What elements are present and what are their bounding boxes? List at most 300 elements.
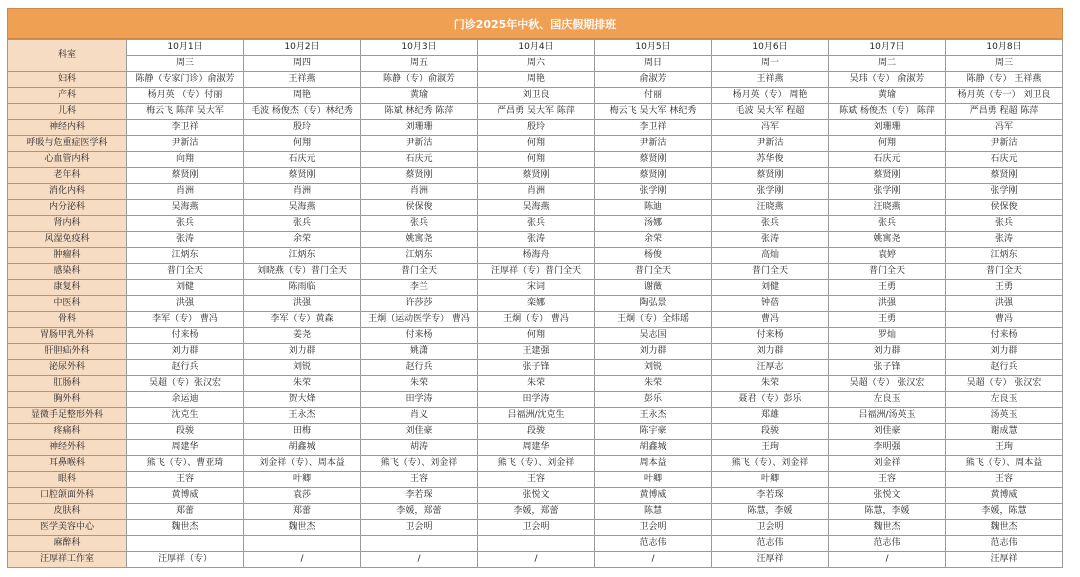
- doctor-cell: 赵行兵: [946, 360, 1063, 376]
- doctor-cell: 侯保俊: [361, 200, 478, 216]
- doctor-cell: 肖洲: [244, 184, 361, 200]
- doctor-cell: 殷玲: [244, 120, 361, 136]
- weekday-header: 周一: [712, 56, 829, 72]
- doctor-cell: 卫会明: [361, 520, 478, 536]
- date-header: 10月3日: [361, 40, 478, 56]
- doctor-cell: 刘力群: [946, 344, 1063, 360]
- doctor-cell: 毛波 杨俊杰（专）林纪秀: [244, 104, 361, 120]
- doctor-cell: 刘佳豪: [361, 424, 478, 440]
- doctor-cell: 范志伟: [829, 536, 946, 552]
- date-row: [8, 40, 1063, 56]
- doctor-cell: 何翔: [829, 136, 946, 152]
- doctor-cell: 殷玲: [478, 120, 595, 136]
- doctor-cell: 冯军: [712, 120, 829, 136]
- doctor-cell: 刘晓燕（专）普门全天: [244, 264, 361, 280]
- doctor-cell: 陈慧，李媛: [712, 504, 829, 520]
- doctor-cell: 王祥燕: [244, 72, 361, 88]
- doctor-cell: 李卫祥: [595, 120, 712, 136]
- doctor-cell: 普门全天: [946, 264, 1063, 280]
- weekday-header: 周四: [244, 56, 361, 72]
- doctor-cell: 王勇: [946, 280, 1063, 296]
- doctor-cell: 王容: [127, 472, 244, 488]
- doctor-cell: 普门全天: [712, 264, 829, 280]
- doctor-cell: 周建华: [478, 440, 595, 456]
- doctor-cell: /: [829, 552, 946, 568]
- doctor-cell: 范志伟: [595, 536, 712, 552]
- doctor-cell: 吴海燕: [127, 200, 244, 216]
- weekday-header: 周六: [478, 56, 595, 72]
- doctor-cell: 陈静（专家门诊）俞淑芳: [127, 72, 244, 88]
- doctor-cell: 肖洲: [127, 184, 244, 200]
- doctor-cell: 蔡贤刚: [946, 168, 1063, 184]
- department-cell: 肛肠科: [8, 376, 127, 392]
- doctor-cell: 付来杨: [127, 328, 244, 344]
- doctor-cell: 陈慧: [595, 504, 712, 520]
- doctor-cell: 张子锋: [478, 360, 595, 376]
- schedule-row: [8, 232, 1063, 248]
- schedule-row: [8, 392, 1063, 408]
- doctor-cell: 胡鑫城: [244, 440, 361, 456]
- department-cell: 神经内科: [8, 120, 127, 136]
- schedule-row: [8, 200, 1063, 216]
- doctor-cell: 张涛: [946, 232, 1063, 248]
- schedule-row: [8, 152, 1063, 168]
- doctor-cell: 洪强: [946, 296, 1063, 312]
- department-cell: 康复科: [8, 280, 127, 296]
- doctor-cell: 刘金祥: [829, 456, 946, 472]
- doctor-cell: 刘珊珊: [361, 120, 478, 136]
- doctor-cell: 张涛: [478, 232, 595, 248]
- doctor-cell: 张悦文: [829, 488, 946, 504]
- department-cell: 医学美容中心: [8, 520, 127, 536]
- doctor-cell: 卫会明: [595, 520, 712, 536]
- doctor-cell: 何翔: [478, 328, 595, 344]
- doctor-cell: 李明强: [829, 440, 946, 456]
- doctor-cell: 王容: [946, 472, 1063, 488]
- doctor-cell: 周艳: [244, 88, 361, 104]
- schedule-row: [8, 168, 1063, 184]
- doctor-cell: 贺大烽: [244, 392, 361, 408]
- date-header: 10月4日: [478, 40, 595, 56]
- doctor-cell: 吴超（专）张汉宏: [127, 376, 244, 392]
- doctor-cell: /: [361, 552, 478, 568]
- doctor-cell: 何翔: [244, 136, 361, 152]
- doctor-cell: 吴超（专） 张汉宏: [946, 376, 1063, 392]
- department-cell: 呼吸与危重症医学科: [8, 136, 127, 152]
- doctor-cell: 张兵: [127, 216, 244, 232]
- weekday-header: 周二: [829, 56, 946, 72]
- doctor-cell: [244, 536, 361, 552]
- doctor-cell: 王炯（运动医学专） 曹冯: [361, 312, 478, 328]
- doctor-cell: 石庆元: [244, 152, 361, 168]
- weekday-row: [8, 56, 1063, 72]
- doctor-cell: 付来杨: [946, 328, 1063, 344]
- doctor-cell: 俞淑芳: [595, 72, 712, 88]
- doctor-cell: 李若琛: [712, 488, 829, 504]
- doctor-cell: 付来杨: [361, 328, 478, 344]
- schedule-row: [8, 536, 1063, 552]
- doctor-cell: 朱荣: [244, 376, 361, 392]
- schedule-row: [8, 328, 1063, 344]
- weekday-header: 周五: [361, 56, 478, 72]
- doctor-cell: 付丽: [595, 88, 712, 104]
- schedule-row: [8, 248, 1063, 264]
- doctor-cell: 余运迪: [127, 392, 244, 408]
- date-header: 10月1日: [127, 40, 244, 56]
- department-cell: 眼科: [8, 472, 127, 488]
- date-header: 10月5日: [595, 40, 712, 56]
- doctor-cell: 陈慧，李媛: [829, 504, 946, 520]
- doctor-cell: 杨俊: [595, 248, 712, 264]
- doctor-cell: 钟蓓: [712, 296, 829, 312]
- doctor-cell: 张兵: [712, 216, 829, 232]
- doctor-cell: 洪强: [127, 296, 244, 312]
- schedule-sheet: [7, 8, 1063, 568]
- schedule-title: 门诊2025年中秋、国庆假期排班: [7, 8, 1063, 39]
- date-header: 10月6日: [712, 40, 829, 56]
- doctor-cell: 魏世杰: [946, 520, 1063, 536]
- doctor-cell: 陈雨临: [244, 280, 361, 296]
- doctor-cell: 王珣: [712, 440, 829, 456]
- doctor-cell: 胡鑫城: [595, 440, 712, 456]
- doctor-cell: 叶卿: [244, 472, 361, 488]
- doctor-cell: 黄博威: [127, 488, 244, 504]
- doctor-cell: 石庆元: [361, 152, 478, 168]
- doctor-cell: 汪晓燕: [829, 200, 946, 216]
- doctor-cell: 刘力群: [244, 344, 361, 360]
- schedule-row: [8, 456, 1063, 472]
- doctor-cell: 吕福洲/沈克生: [478, 408, 595, 424]
- doctor-cell: 侯保俊: [946, 200, 1063, 216]
- department-cell: 肝胆疝外科: [8, 344, 127, 360]
- doctor-cell: /: [595, 552, 712, 568]
- schedule-row: [8, 72, 1063, 88]
- doctor-cell: 魏世杰: [829, 520, 946, 536]
- doctor-cell: 田学涛: [478, 392, 595, 408]
- department-cell: 心血管内科: [8, 152, 127, 168]
- doctor-cell: 姚寓尧: [361, 232, 478, 248]
- doctor-cell: 刘卫良: [478, 88, 595, 104]
- department-cell: 感染科: [8, 264, 127, 280]
- doctor-cell: 黄博威: [946, 488, 1063, 504]
- doctor-cell: 杨月英 （专）付丽: [127, 88, 244, 104]
- doctor-cell: 熊飞（专）、刘金祥: [712, 456, 829, 472]
- doctor-cell: 刘珊珊: [829, 120, 946, 136]
- doctor-cell: 周建华: [127, 440, 244, 456]
- doctor-cell: 叶卿: [712, 472, 829, 488]
- doctor-cell: 蔡贤刚: [127, 168, 244, 184]
- doctor-cell: 宋词: [478, 280, 595, 296]
- doctor-cell: 张兵: [829, 216, 946, 232]
- schedule-row: [8, 296, 1063, 312]
- doctor-cell: 栾娜: [478, 296, 595, 312]
- doctor-cell: 熊飞（专）、刘金祥: [478, 456, 595, 472]
- department-cell: 产科: [8, 88, 127, 104]
- doctor-cell: 田梅: [244, 424, 361, 440]
- doctor-cell: 汤娜: [595, 216, 712, 232]
- doctor-cell: 刘力群: [127, 344, 244, 360]
- doctor-cell: 王容: [829, 472, 946, 488]
- schedule-row: [8, 424, 1063, 440]
- department-cell: 显微手足整形外科: [8, 408, 127, 424]
- doctor-cell: 严昌勇 吴大军 陈萍: [478, 104, 595, 120]
- schedule-row: [8, 104, 1063, 120]
- doctor-cell: 王容: [478, 472, 595, 488]
- doctor-cell: 张涛: [127, 232, 244, 248]
- doctor-cell: 魏世杰: [127, 520, 244, 536]
- doctor-cell: 张学刚: [712, 184, 829, 200]
- doctor-cell: 姚寓尧: [829, 232, 946, 248]
- doctor-cell: 李卫祥: [127, 120, 244, 136]
- doctor-cell: 肖义: [361, 408, 478, 424]
- department-cell: 口腔颌面外科: [8, 488, 127, 504]
- doctor-cell: 姚潇: [361, 344, 478, 360]
- doctor-cell: 尹新沽: [361, 136, 478, 152]
- doctor-cell: 朱荣: [478, 376, 595, 392]
- department-cell: 泌尿外科: [8, 360, 127, 376]
- department-cell: 消化内科: [8, 184, 127, 200]
- doctor-cell: 熊飞（专）、曹亚琦: [127, 456, 244, 472]
- doctor-cell: 普门全天: [595, 264, 712, 280]
- doctor-cell: 张学刚: [595, 184, 712, 200]
- doctor-cell: 谢成慧: [946, 424, 1063, 440]
- doctor-cell: 普门全天: [829, 264, 946, 280]
- doctor-cell: 陈斌 林纪秀 陈萍: [361, 104, 478, 120]
- doctor-cell: 吴海燕: [478, 200, 595, 216]
- doctor-cell: 江炳东: [361, 248, 478, 264]
- doctor-cell: 刘力群: [829, 344, 946, 360]
- doctor-cell: 付来杨: [712, 328, 829, 344]
- doctor-cell: 杨月英（专一） 刘卫良: [946, 88, 1063, 104]
- doctor-cell: 王勇: [829, 312, 946, 328]
- department-cell: 肾内科: [8, 216, 127, 232]
- schedule-row: [8, 376, 1063, 392]
- department-cell: 汪厚祥工作室: [8, 552, 127, 568]
- doctor-cell: 郑蕾: [127, 504, 244, 520]
- doctor-cell: 曹冯: [946, 312, 1063, 328]
- doctor-cell: 尹新沽: [946, 136, 1063, 152]
- doctor-cell: 刘佳豪: [829, 424, 946, 440]
- department-cell: 耳鼻喉科: [8, 456, 127, 472]
- doctor-cell: 江炳东: [946, 248, 1063, 264]
- dept-header: 科室: [8, 40, 127, 72]
- doctor-cell: 张兵: [478, 216, 595, 232]
- doctor-cell: 汪厚祥: [946, 552, 1063, 568]
- schedule-row: [8, 360, 1063, 376]
- doctor-cell: 石庆元: [946, 152, 1063, 168]
- department-cell: 风湿免疫科: [8, 232, 127, 248]
- doctor-cell: 刘锐: [244, 360, 361, 376]
- doctor-cell: 汪厚祥（专）普门全天: [478, 264, 595, 280]
- doctor-cell: 江炳东: [244, 248, 361, 264]
- doctor-cell: 李兰: [361, 280, 478, 296]
- doctor-cell: 王容: [361, 472, 478, 488]
- doctor-cell: 李军（专）黄森: [244, 312, 361, 328]
- doctor-cell: 王祥燕: [712, 72, 829, 88]
- schedule-row: [8, 344, 1063, 360]
- doctor-cell: 陈宇豪: [595, 424, 712, 440]
- doctor-cell: 洪强: [244, 296, 361, 312]
- doctor-cell: 高灿: [712, 248, 829, 264]
- doctor-cell: 吴海燕: [244, 200, 361, 216]
- department-cell: 胃肠甲乳外科: [8, 328, 127, 344]
- doctor-cell: 魏世杰: [244, 520, 361, 536]
- schedule-row: [8, 472, 1063, 488]
- doctor-cell: 余荣: [595, 232, 712, 248]
- doctor-cell: 杨月英（专） 周艳: [712, 88, 829, 104]
- department-cell: 妇科: [8, 72, 127, 88]
- doctor-cell: 张学刚: [946, 184, 1063, 200]
- doctor-cell: 蔡贤刚: [712, 168, 829, 184]
- doctor-cell: 刘力群: [712, 344, 829, 360]
- doctor-cell: 苏华俊: [712, 152, 829, 168]
- doctor-cell: 王永杰: [595, 408, 712, 424]
- doctor-cell: 陶弘景: [595, 296, 712, 312]
- doctor-cell: 朱荣: [595, 376, 712, 392]
- doctor-cell: 赵行兵: [127, 360, 244, 376]
- doctor-cell: 余荣: [244, 232, 361, 248]
- doctor-cell: 陈迪: [595, 200, 712, 216]
- doctor-cell: 周本益: [595, 456, 712, 472]
- department-cell: 胸外科: [8, 392, 127, 408]
- schedule-row: [8, 408, 1063, 424]
- doctor-cell: 汪厚祥（专）: [127, 552, 244, 568]
- doctor-cell: 吴玮（专） 俞淑芳: [829, 72, 946, 88]
- date-header: 10月8日: [946, 40, 1063, 56]
- doctor-cell: 汪厚祥: [712, 552, 829, 568]
- schedule-row: [8, 552, 1063, 568]
- department-cell: 中医科: [8, 296, 127, 312]
- department-cell: 儿科: [8, 104, 127, 120]
- department-cell: 骨科: [8, 312, 127, 328]
- doctor-cell: 许莎莎: [361, 296, 478, 312]
- doctor-cell: 汪晓燕: [712, 200, 829, 216]
- schedule-row: [8, 264, 1063, 280]
- doctor-cell: 尹新沽: [127, 136, 244, 152]
- doctor-cell: 范志伟: [712, 536, 829, 552]
- doctor-cell: 洪强: [829, 296, 946, 312]
- doctor-cell: 王珣: [946, 440, 1063, 456]
- schedule-row: [8, 136, 1063, 152]
- doctor-cell: 蔡贤刚: [244, 168, 361, 184]
- doctor-cell: 吕福洲/汤英玉: [829, 408, 946, 424]
- doctor-cell: [478, 536, 595, 552]
- schedule-row: [8, 440, 1063, 456]
- doctor-cell: 黄瑜: [829, 88, 946, 104]
- doctor-cell: 蔡贤刚: [478, 168, 595, 184]
- department-cell: 神经外科: [8, 440, 127, 456]
- doctor-cell: 蔡贤刚: [595, 168, 712, 184]
- doctor-cell: 黄瑜: [361, 88, 478, 104]
- schedule-table: [7, 39, 1063, 568]
- doctor-cell: 向翔: [127, 152, 244, 168]
- doctor-cell: 王炯（专） 曹冯: [478, 312, 595, 328]
- weekday-header: 周三: [127, 56, 244, 72]
- schedule-row: [8, 120, 1063, 136]
- doctor-cell: 段骏: [127, 424, 244, 440]
- doctor-cell: 王勇: [829, 280, 946, 296]
- doctor-cell: 刘力群: [595, 344, 712, 360]
- doctor-cell: 李若琛: [361, 488, 478, 504]
- doctor-cell: 赵行兵: [361, 360, 478, 376]
- doctor-cell: 蔡贤刚: [829, 168, 946, 184]
- doctor-cell: 蔡贤刚: [361, 168, 478, 184]
- doctor-cell: 汪厚志: [712, 360, 829, 376]
- doctor-cell: 卫会明: [478, 520, 595, 536]
- doctor-cell: 陈静（专）俞淑芳: [361, 72, 478, 88]
- weekday-header: 周三: [946, 56, 1063, 72]
- doctor-cell: 尹新沽: [712, 136, 829, 152]
- doctor-cell: 袁婷: [829, 248, 946, 264]
- doctor-cell: 周艳: [478, 72, 595, 88]
- doctor-cell: 罗灿: [829, 328, 946, 344]
- doctor-cell: 严昌勇 程超 陈萍: [946, 104, 1063, 120]
- doctor-cell: 田学涛: [361, 392, 478, 408]
- doctor-cell: 刘锐: [595, 360, 712, 376]
- doctor-cell: 张学刚: [829, 184, 946, 200]
- doctor-cell: 王炯（专）全炜瑶: [595, 312, 712, 328]
- doctor-cell: 朱荣: [712, 376, 829, 392]
- doctor-cell: 何翔: [478, 136, 595, 152]
- doctor-cell: 郑蕾: [244, 504, 361, 520]
- doctor-cell: /: [244, 552, 361, 568]
- doctor-cell: 叶卿: [595, 472, 712, 488]
- department-cell: 皮肤科: [8, 504, 127, 520]
- schedule-row: [8, 216, 1063, 232]
- doctor-cell: 汤英玉: [946, 408, 1063, 424]
- doctor-cell: 张悦文: [478, 488, 595, 504]
- doctor-cell: 石庆元: [829, 152, 946, 168]
- doctor-cell: 肖洲: [478, 184, 595, 200]
- doctor-cell: 朱荣: [361, 376, 478, 392]
- doctor-cell: 胡涛: [361, 440, 478, 456]
- doctor-cell: 聂君（专）彭乐: [712, 392, 829, 408]
- doctor-cell: 卫会明: [712, 520, 829, 536]
- doctor-cell: 段骏: [712, 424, 829, 440]
- doctor-cell: 姜尧: [244, 328, 361, 344]
- date-header: 10月7日: [829, 40, 946, 56]
- doctor-cell: 张兵: [361, 216, 478, 232]
- doctor-cell: 彭乐: [595, 392, 712, 408]
- doctor-cell: 蔡贤刚: [595, 152, 712, 168]
- schedule-body: [8, 72, 1063, 568]
- schedule-row: [8, 88, 1063, 104]
- doctor-cell: 范志伟: [946, 536, 1063, 552]
- doctor-cell: 梅云飞 陈萍 吴大军: [127, 104, 244, 120]
- doctor-cell: 肖洲: [361, 184, 478, 200]
- doctor-cell: 吴志国: [595, 328, 712, 344]
- doctor-cell: 毛波 吴大军 程超: [712, 104, 829, 120]
- doctor-cell: 曹冯: [712, 312, 829, 328]
- doctor-cell: 陈静（专） 王祥燕: [946, 72, 1063, 88]
- doctor-cell: 普门全天: [361, 264, 478, 280]
- doctor-cell: 张兵: [946, 216, 1063, 232]
- doctor-cell: 郑雄: [712, 408, 829, 424]
- doctor-cell: 王永杰: [244, 408, 361, 424]
- department-cell: 老年科: [8, 168, 127, 184]
- doctor-cell: 袁莎: [244, 488, 361, 504]
- doctor-cell: 李军（专） 曹冯: [127, 312, 244, 328]
- doctor-cell: 张子锋: [829, 360, 946, 376]
- weekday-header: 周日: [595, 56, 712, 72]
- doctor-cell: 吴超（专） 张汉宏: [829, 376, 946, 392]
- schedule-row: [8, 280, 1063, 296]
- department-cell: 麻醉科: [8, 536, 127, 552]
- doctor-cell: [127, 536, 244, 552]
- doctor-cell: 普门全天: [127, 264, 244, 280]
- department-cell: 肿瘤科: [8, 248, 127, 264]
- doctor-cell: 张涛: [712, 232, 829, 248]
